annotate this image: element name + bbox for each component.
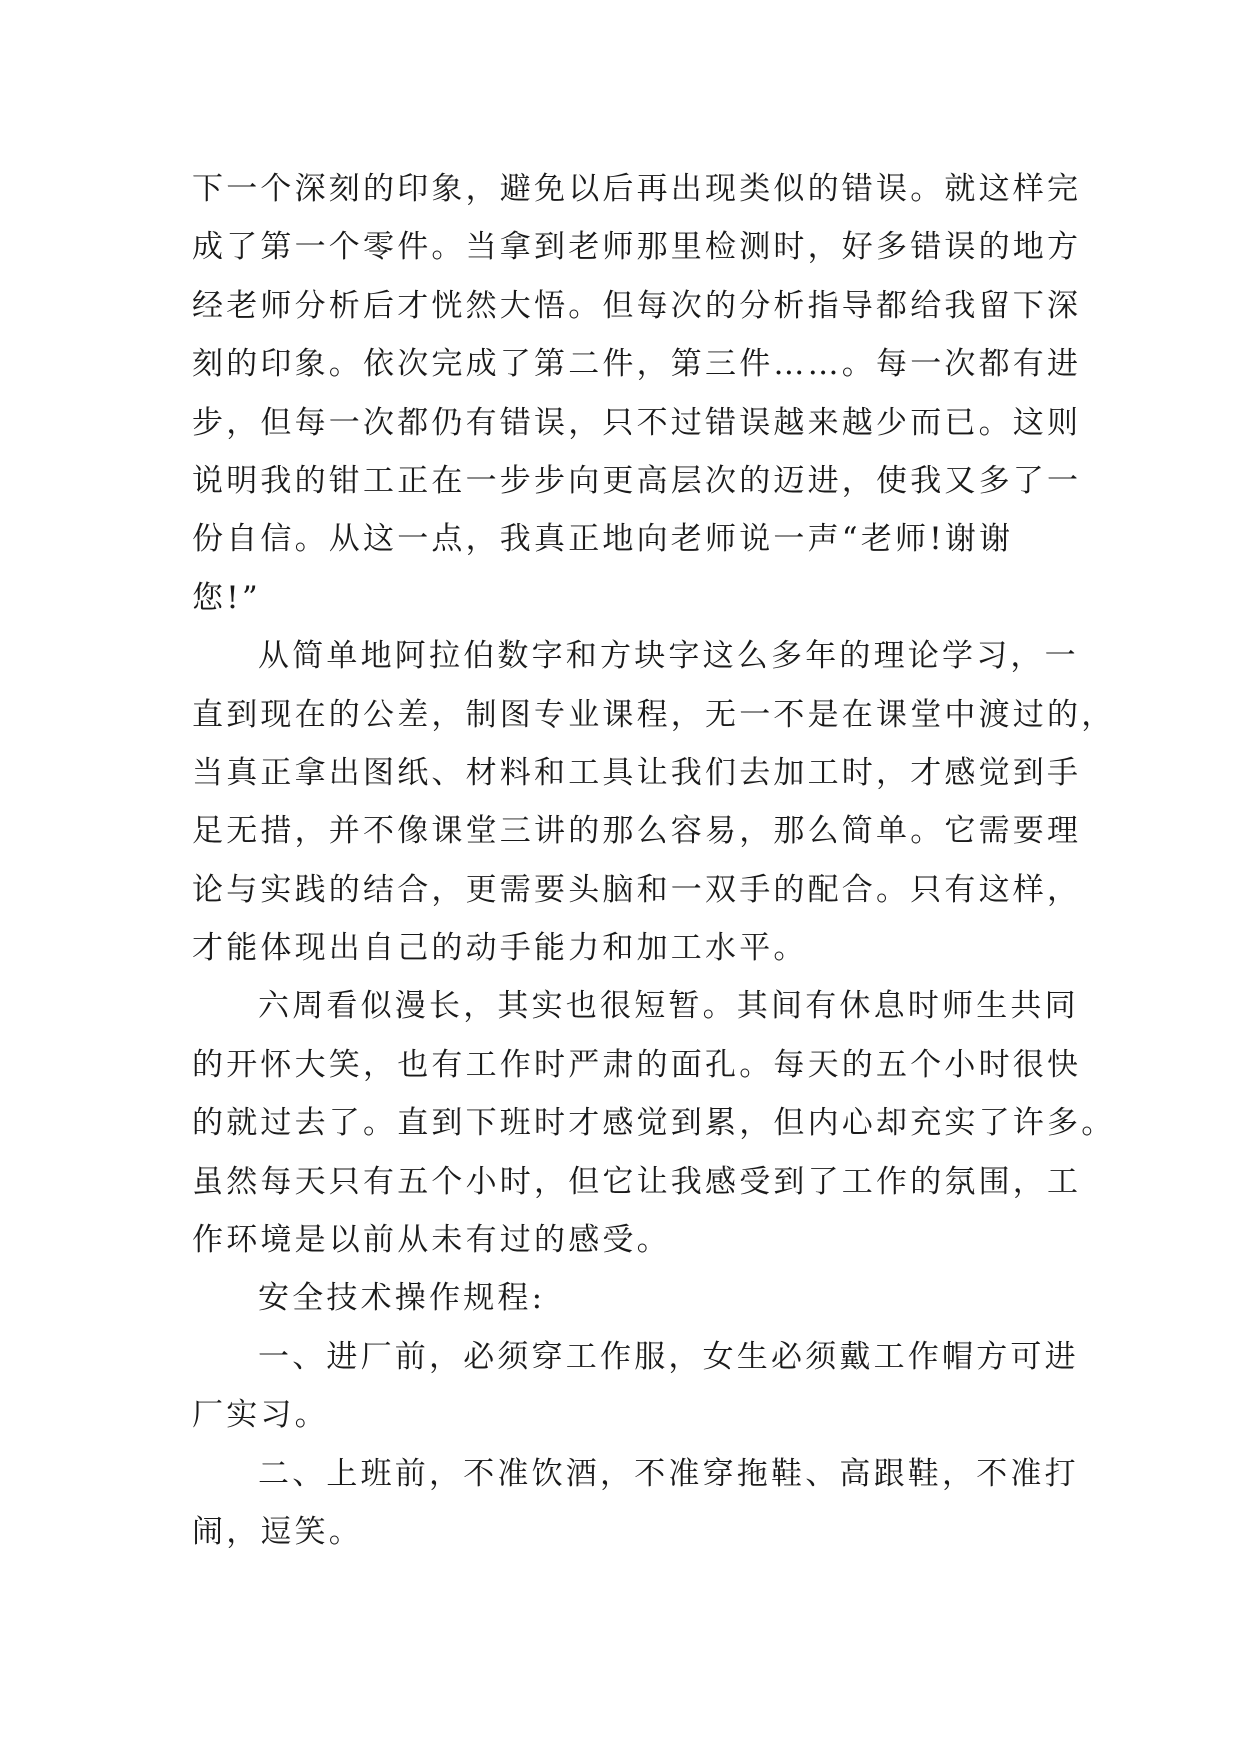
text-line: 虽然每天只有五个小时，但它让我感受到了工作的氛围，工	[192, 1163, 1082, 1200]
rule-item-start-line: 一、进厂前，必须穿工作服，女生必须戴工作帽方可进	[258, 1338, 1079, 1375]
text-line: 刻的印象。依次完成了第二件，第三件……。每一次都有进	[192, 346, 1082, 383]
paragraph-start-line: 从简单地阿拉伯数字和方块字这么多年的理论学习，一	[258, 638, 1079, 675]
text-line: 当真正拿出图纸、材料和工具让我们去加工时，才感觉到手	[192, 754, 1082, 791]
text-line: 的就过去了。直到下班时才感觉到累，但内心却充实了许多。	[192, 1105, 1116, 1142]
text-line: 说明我的钳工正在一步步向更高层次的迈进，使我又多了一	[192, 462, 1082, 499]
rule-item-start-line: 二、上班前，不准饮酒，不准穿拖鞋、高跟鞋，不准打	[258, 1455, 1079, 1492]
text-line: 经老师分析后才恍然大悟。但每次的分析指导都给我留下深	[192, 287, 1082, 324]
text-line: 下一个深刻的印象，避免以后再出现类似的错误。就这样完	[192, 171, 1082, 207]
text-line: 您!”	[192, 579, 261, 616]
text-line: 作环境是以前从未有过的感受。	[192, 1222, 671, 1259]
text-line: 论与实践的结合，更需要头脑和一双手的配合。只有这样，	[192, 871, 1082, 908]
text-line: 成了第一个零件。当拿到老师那里检测时，好多错误的地方	[192, 229, 1082, 266]
section-heading: 安全技术操作规程:	[258, 1280, 546, 1317]
paragraph-start-line: 六周看似漫长，其实也很短暂。其间有休息时师生共同	[258, 988, 1079, 1025]
text-line: 厂实习。	[192, 1397, 329, 1434]
text-line: 份自信。从这一点，我真正地向老师说一声“老师!谢谢	[192, 521, 1014, 558]
document-body	[192, 160, 1116, 1561]
text-line: 才能体现出自己的动手能力和加工水平。	[192, 930, 808, 967]
text-line: 闹，逗笑。	[192, 1513, 363, 1550]
text-line: 步，但每一次都仍有错误，只不过错误越来越少而已。这则	[192, 404, 1082, 441]
text-line: 足无措，并不像课堂三讲的那么容易，那么简单。它需要理	[192, 813, 1082, 850]
text-line: 直到现在的公差，制图专业课程，无一不是在课堂中渡过的，	[192, 696, 1116, 733]
text-line: 的开怀大笑，也有工作时严肃的面孔。每天的五个小时很快	[192, 1046, 1082, 1083]
